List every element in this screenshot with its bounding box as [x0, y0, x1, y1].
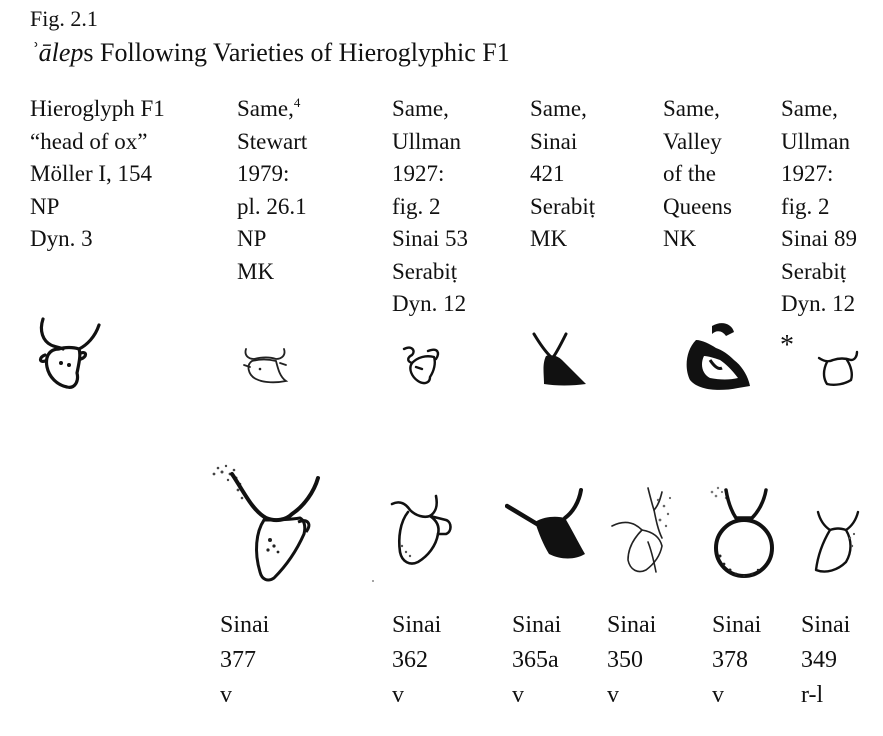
column-line: NP — [237, 226, 267, 251]
ox-head-sinai-377-icon — [208, 462, 330, 590]
caption-site: Sinai — [712, 612, 762, 638]
ox-head-sinai-349-icon — [812, 508, 866, 580]
caption-sinai-378 — [712, 608, 761, 713]
caption-sinai-350 — [607, 608, 656, 713]
caption-number: 377 — [220, 647, 256, 673]
column-line: NK — [663, 226, 697, 251]
footnote-marker[interactable]: 4 — [293, 95, 301, 110]
column-line: “head of ox” — [30, 128, 148, 154]
column-line: Same, — [530, 96, 587, 121]
column-line: 1979: — [237, 161, 290, 186]
column-hieroglyph-f1 — [30, 93, 165, 256]
column-line: Queens — [663, 193, 732, 219]
column-line: NP — [30, 193, 60, 219]
caption-sinai-377 — [220, 608, 269, 713]
column-line: Serabiṭ — [530, 193, 596, 219]
column-line: Sinai 89 — [781, 226, 858, 251]
stray-dot — [372, 580, 374, 582]
caption-orientation: v — [607, 682, 619, 708]
column-line: Dyn. 12 — [392, 291, 467, 316]
caption-sinai-365a — [512, 608, 561, 713]
column-line: Serabiṭ — [781, 258, 847, 284]
column-line: Same, — [663, 96, 720, 121]
column-line: Same,$^4$ — [237, 95, 301, 121]
ox-head-sinai-365a-icon — [505, 488, 591, 566]
title-italic-word: ʾālep — [30, 38, 84, 67]
ox-head-valley-of-queens-icon — [682, 320, 754, 394]
column-line: fig. 2 — [392, 193, 441, 219]
column-line: Serabiṭ — [392, 258, 458, 284]
figure-label: Fig. 2.1 — [30, 6, 98, 31]
column-line: fig. 2 — [781, 193, 830, 219]
column-line: Ullman — [392, 128, 461, 154]
ox-head-hieroglyph-icon — [35, 315, 105, 393]
caption-orientation: v — [712, 682, 724, 708]
column-line: 421 — [530, 161, 565, 186]
column-line: Stewart — [237, 128, 308, 154]
asterisk-marker: * — [780, 330, 794, 361]
ox-head-sinai-53-icon — [398, 343, 446, 387]
caption-number: 378 — [712, 647, 748, 673]
ox-head-sinai-421-icon — [528, 330, 590, 390]
ox-head-sinai-89-icon — [815, 350, 861, 390]
caption-site: Sinai — [392, 612, 442, 638]
ox-head-sinai-362-icon — [388, 490, 460, 572]
column-line: 1927: — [781, 161, 834, 186]
column-line: Sinai 53 — [392, 226, 469, 251]
column-line: Hieroglyph F1 — [30, 96, 165, 121]
column-line: of the — [663, 161, 717, 186]
column-line: Sinai — [530, 128, 578, 154]
caption-site: Sinai — [512, 612, 562, 638]
caption-orientation: v — [220, 682, 232, 708]
title-rest: s Following Varieties of Hieroglyphic F1 — [83, 38, 510, 67]
caption-site: Sinai — [801, 612, 851, 638]
column-line: Same, — [781, 96, 838, 121]
caption-number: 365a — [512, 647, 559, 673]
column-line: pl. 26.1 — [237, 193, 307, 219]
caption-orientation: r-l — [801, 682, 824, 708]
column-line: MK — [530, 226, 568, 251]
column-line: Dyn. 12 — [781, 291, 856, 316]
small-ox-head-icon — [240, 345, 292, 387]
caption-orientation: v — [512, 682, 524, 708]
column-line: Ullman — [781, 128, 850, 154]
column-line: Same, — [392, 96, 449, 121]
column-line: 1927: — [392, 161, 445, 186]
column-valley-of-the-queens — [663, 93, 732, 256]
caption-site: Sinai — [607, 612, 657, 638]
column-sinai-421 — [530, 93, 595, 256]
column-line: Möller I, 154 — [30, 161, 153, 186]
column-line: Valley — [663, 128, 722, 154]
caption-sinai-362 — [392, 608, 441, 713]
caption-sinai-349 — [801, 608, 850, 713]
caption-number: 362 — [392, 647, 428, 673]
column-ullman-sinai-89 — [781, 93, 857, 321]
caption-orientation: v — [392, 682, 404, 708]
column-ullman-sinai-53 — [392, 93, 468, 321]
ox-head-sinai-378-icon — [706, 484, 774, 584]
column-line: Dyn. 3 — [30, 226, 93, 251]
caption-number: 349 — [801, 647, 837, 673]
figure-title — [30, 38, 510, 68]
ox-head-sinai-350-icon — [608, 486, 680, 582]
column-line: MK — [237, 258, 275, 284]
caption-site: Sinai — [220, 612, 270, 638]
caption-number: 350 — [607, 647, 643, 673]
column-stewart — [237, 93, 307, 288]
